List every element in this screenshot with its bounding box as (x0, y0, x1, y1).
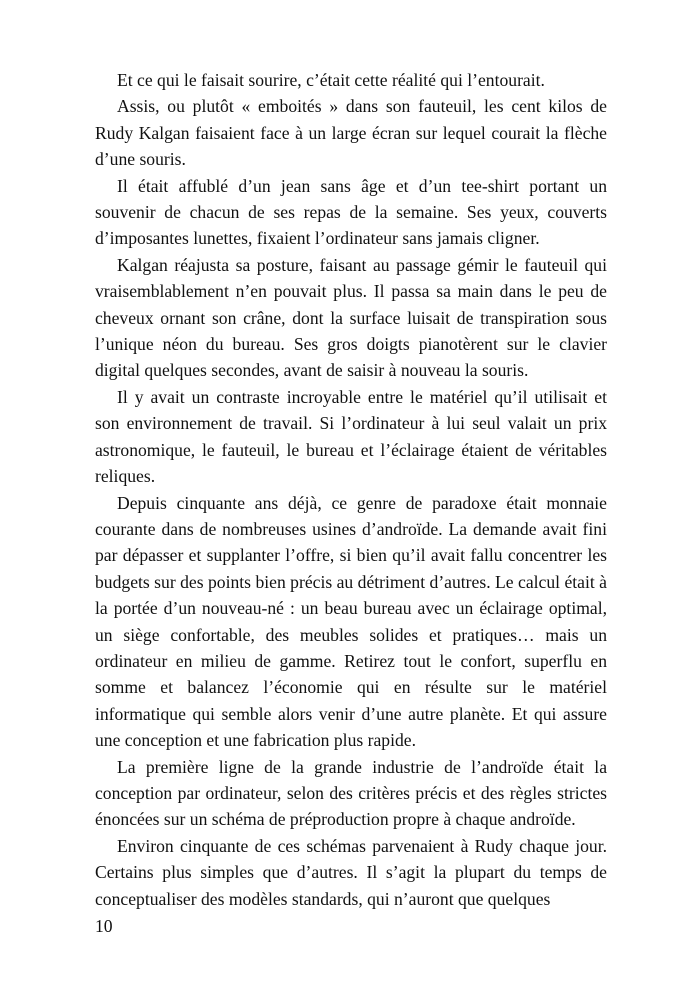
paragraph: Assis, ou plutôt « emboités » dans son fauteuil, les cent kilos de Rudy Kalgan faisaient face à un large écran sur lequel courait la flèche d’une souris. (95, 96, 607, 170)
paragraph: Et ce qui le faisait sourire, c’était cette réalité qui l’entourait. (117, 70, 545, 90)
paragraph: Depuis cinquante ans déjà, ce genre de paradoxe était monnaie courante dans de nombreuses usines d’androïde. La demande avait fini par dépasser et supplanter l’offre, si bien qu’il avait fallu concentrer les budgets sur des points bien précis au détriment d’autres. Le calcul était à la portée d’un nouveau-né : un beau bureau avec un éclairage optimal, un siège confortable, des meubles solides et pratiques… mais un ordinateur en milieu de gamme. Retirez tout le confort, superflu en somme et balancez l’économie qui en résulte sur le matériel informatique qui semble alors venir d’une autre planète. Et qui assure une conception et une fabrication plus rapide. (95, 492, 607, 751)
paragraph: Environ cinquante de ces schémas parvenaient à Rudy chaque jour. Certains plus simples que d’autres. Il s’agit la plupart du temps de conceptualiser des modèles standards, qui n’auront que quelques (95, 835, 607, 909)
paragraph: Il y avait un contraste incroyable entre le matériel qu’il utilisait et son environnement de travail. Si l’ordinateur à lui seul valait un prix astronomique, le fauteuil, le bureau et l’éclairage étaient de véritables reliques. (95, 386, 607, 487)
paragraph: Il était affublé d’un jean sans âge et d’un tee-shirt portant un souvenir de chacun de ses repas de la semaine. Ses yeux, couverts d’imposantes lunettes, fixaient l’ordinateur sans jamais cligner. (95, 175, 607, 249)
body-text (95, 67, 607, 912)
page-number: 10 (95, 916, 113, 936)
paragraph: Kalgan réajusta sa posture, faisant au passage gémir le fauteuil qui vraisemblablement n’en pouvait plus. Il passa sa main dans le peu de cheveux ornant son crâne, dont la surface luisait de transpiration sous l’unique néon du bureau. Ses gros doigts pianotèrent sur le clavier digital quelques secondes, avant de saisir à nouveau la souris. (95, 254, 607, 381)
paragraph: La première ligne de la grande industrie de l’androïde était la conception par ordinateur, selon des critères précis et des règles strictes énoncées sur un schéma de préproduction propre à chaque androïde. (95, 756, 607, 830)
